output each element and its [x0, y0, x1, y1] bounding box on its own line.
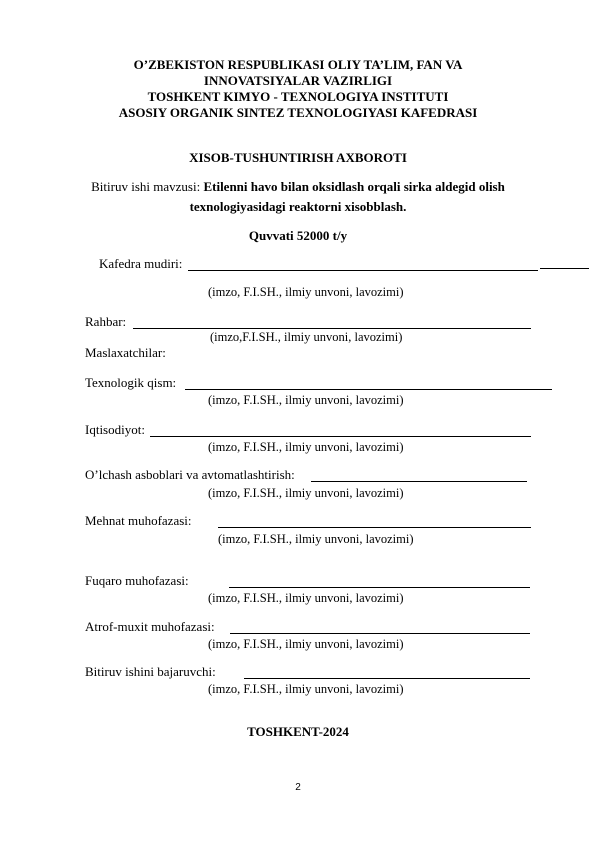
- kafedra-label: Kafedra mudiri:: [99, 256, 183, 271]
- topic-label: Bitiruv ishi mavzusi:: [91, 179, 204, 194]
- fuqaro-signature-line: [229, 587, 530, 588]
- document-title: XISOB-TUSHUNTIRISH AXBOROTI: [189, 150, 407, 165]
- texnologik-signature-line: [185, 389, 552, 390]
- topic-line-2: texnologiyasidagi reaktorni xisobblash.: [189, 199, 407, 214]
- header-line-3: TOSHKENT KIMYO - TEXNOLOGIYA INSTITUTI: [147, 89, 449, 104]
- kafedra-signature-line-ext: [540, 268, 589, 269]
- bajaruvchi-signature-line: [244, 678, 530, 679]
- fuqaro-hint: (imzo, F.I.SH., ilmiy unvoni, lavozimi): [208, 591, 404, 605]
- rahbar-label: Rahbar:: [85, 314, 127, 329]
- iqtisodiyot-label: Iqtisodiyot:: [85, 422, 145, 437]
- iqtisodiyot-signature-line: [150, 436, 531, 437]
- olchash-signature-line: [311, 481, 527, 482]
- rahbar-signature-line: [133, 328, 531, 329]
- texnologik-label: Texnologik qism:: [85, 375, 177, 390]
- capacity: Quvvati 52000 t/y: [248, 228, 348, 243]
- topic-text-1: Etilennі havo bilan oksidlash orqali sirka aldegid olish: [203, 179, 505, 194]
- bajaruvchi-hint: (imzo, F.I.SH., ilmiy unvoni, lavozimi): [208, 682, 404, 696]
- fuqaro-label: Fuqaro muhofazasi:: [85, 573, 189, 588]
- olchash-label: O’lchash asboblari va avtomatlashtirish:: [85, 467, 295, 482]
- atrof-hint: (imzo, F.I.SH., ilmiy unvoni, lavozimi): [208, 637, 404, 651]
- kafedra-hint: (imzo, F.I.SH., ilmiy unvoni, lavozimi): [208, 285, 404, 299]
- mehnat-signature-line: [218, 527, 531, 528]
- bajaruvchi-label: Bitiruv ishini bajaruvchi:: [85, 664, 216, 679]
- texnologik-hint: (imzo, F.I.SH., ilmiy unvoni, lavozimi): [208, 393, 404, 407]
- header-line-1: O’ZBEKISTON RESPUBLIKASI OLIY TA’LIM, FAN VA: [133, 57, 463, 72]
- maslaxatchilar-label: Maslaxatchilar:: [85, 345, 166, 360]
- header-line-2: INNOVATSIYALAR VAZIRLIGI: [203, 73, 393, 88]
- kafedra-signature-line: [188, 270, 538, 271]
- page-number: 2: [295, 782, 301, 793]
- header-line-4: ASOSIY ORGANIK SINTEZ TEXNOLOGIYASI KAFEDRASI: [118, 105, 478, 120]
- atrof-signature-line: [230, 633, 530, 634]
- mehnat-hint: (imzo, F.I.SH., ilmiy unvoni, lavozimi): [218, 532, 414, 546]
- mehnat-label: Mehnat muhofazasi:: [85, 513, 192, 528]
- iqtisodiyot-hint: (imzo, F.I.SH., ilmiy unvoni, lavozimi): [208, 440, 404, 454]
- atrof-label: Atrof-muxit muhofazasi:: [85, 619, 215, 634]
- rahbar-hint: (imzo,F.I.SH., ilmiy unvoni, lavozimi): [210, 330, 403, 344]
- olchash-hint: (imzo, F.I.SH., ilmiy unvoni, lavozimi): [208, 486, 404, 500]
- city-year: TOSHKENT-2024: [247, 724, 349, 739]
- topic-line-1: [0, 180, 596, 195]
